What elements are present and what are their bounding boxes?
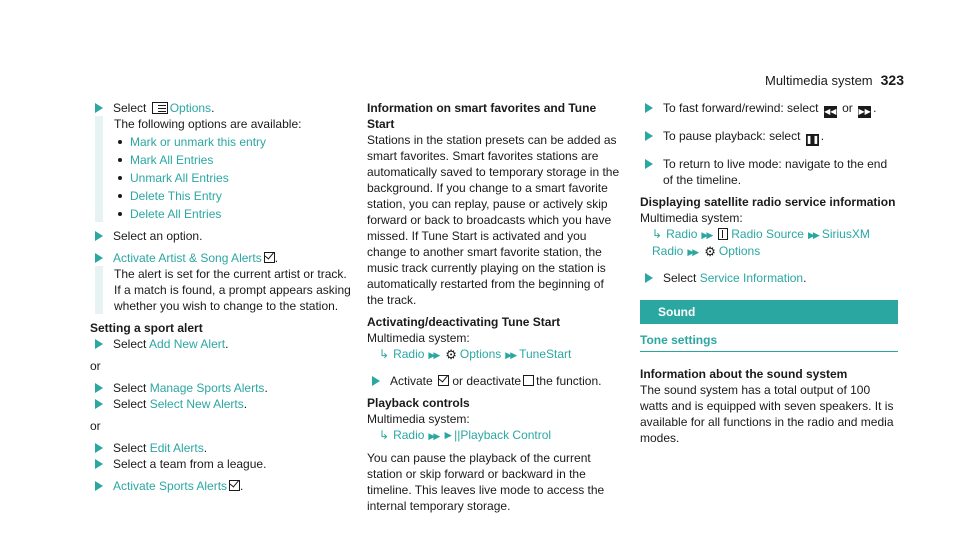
step-arrow-icon: [95, 339, 103, 349]
column-2: Information on smart favorites and Tune Start Stations in the station presets can be added as smart favorites. Smart favorites stations are automatically saved to temporary storage in the background. If you change to a smart favorite station, you can replay, pause or actively skip forward or back to broadcasts which you have missed. If Tune Start is activated and you change to another smart favorite station, the music track currently playing on the station is automatically restarted from the beginning of the track. Activating/deactivating Tune Start Multimedia system: ↳ Radio ▶▶ ⚙ Options ▶▶ TuneStart Activate or deactivate the function. Playback controls Multimedia system: ↳ Radio ▶▶ ►||Playback Control You can pause the playback of the current station or skip forward or backward in the timeline. This leaves live mode to access the internal temporary storage.: [367, 100, 622, 514]
add-new-alert-link[interactable]: Add New Alert: [149, 337, 226, 351]
page-number: 323: [880, 72, 904, 88]
playback-paragraph: You can pause the playback of the current station or skip forward or backward in the timeline. This leaves live mode to access the internal temporary storage.: [367, 451, 605, 513]
step-toggle-tunestart: Activate or deactivate the function.: [367, 373, 622, 389]
playback-heading: Playback controls: [367, 396, 470, 410]
pause-icon: ❚❚: [805, 135, 820, 144]
step-arrow-icon: [372, 376, 380, 386]
step-service-info: Select Service Information.: [640, 270, 898, 286]
list-item: Unmark All Entries: [114, 170, 352, 186]
step-arrow-icon: [95, 399, 103, 409]
select-new-alerts-link[interactable]: Select New Alerts: [149, 397, 244, 411]
step-arrow-icon: [645, 103, 653, 113]
step-arrow-icon: [95, 253, 103, 263]
step-arrow-icon: [645, 159, 653, 169]
options-icon: [152, 102, 168, 114]
step-arrow-icon: [95, 459, 103, 469]
section-bar-sound: Sound: [640, 300, 898, 324]
sport-alert-heading: Setting a sport alert: [90, 321, 203, 335]
gear-icon: ⚙: [445, 347, 457, 362]
step-edit-alerts: Select Edit Alerts.: [90, 440, 352, 456]
options-description: The following options are available: Mark or unmark this entry Mark All Entries Unmark All Entries Delete This Entry Delete All Entries: [95, 116, 352, 222]
step-live-mode: To return to live mode: navigate to the end of the timeline.: [640, 156, 898, 188]
smart-favorites-heading: Information on smart favorites and Tune Start: [367, 101, 597, 131]
checkbox-checked-icon: [229, 480, 240, 491]
tunestart-heading: Activating/deactivating Tune Start: [367, 315, 561, 329]
checkbox-empty-icon: [523, 375, 534, 386]
gear-icon: ⚙: [704, 244, 716, 259]
column-1: [90, 100, 352, 494]
step-select-option: Select an option.: [90, 228, 352, 244]
running-title: Multimedia system: [765, 73, 873, 88]
or-text: or: [90, 419, 101, 433]
step-arrow-icon: [95, 383, 103, 393]
fast-forward-icon: ▶▶: [858, 107, 871, 116]
step-pause: To pause playback: select ❚❚ .: [640, 128, 898, 146]
step-arrow-icon: [95, 443, 103, 453]
step-add-alert: Select Add New Alert.: [90, 336, 352, 352]
options-link[interactable]: Options: [169, 101, 212, 115]
activate-sports-alerts-link[interactable]: Activate Sports Alerts: [113, 479, 228, 493]
column-3: To fast forward/rewind: select ◀◀ or ▶▶ . To pause playback: select ❚❚ . To return to live mode: navigate to the end of the timeline. Displaying satellite radio service information Multimedia system: ↳ Radio ▶▶ Radio Source ▶▶ SiriusXM Radio ▶▶ ⚙ Options Select Service Information. Sound Tone settings Information about the sound system The sound system has a total output of 100 watts and is equipped with seven speakers. It is available for all functions in the radio and media modes.: [640, 100, 898, 446]
tone-settings-heading: Tone settings: [640, 332, 898, 352]
list-item: Delete This Entry: [114, 188, 352, 204]
artist-alert-description: The alert is set for the current artist or track. If a match is found, a prompt appears asking whether you wish to change to the station.: [95, 266, 352, 314]
step-select-team: Select a team from a league.: [90, 456, 352, 472]
list-item: Mark or unmark this entry: [114, 134, 352, 150]
nav-path-tunestart: ↳ Radio ▶▶ ⚙ Options ▶▶ TuneStart: [379, 347, 572, 362]
checkbox-checked-icon: [438, 375, 449, 386]
step-activate-sports-alerts: Activate Sports Alerts .: [90, 478, 352, 494]
nav-path-playback: ↳ Radio ▶▶ ►||Playback Control: [379, 428, 552, 442]
step-arrow-icon: [645, 131, 653, 141]
step-arrow-icon: [645, 273, 653, 283]
page-header: [765, 72, 904, 88]
manage-sports-alerts-link[interactable]: Manage Sports Alerts: [149, 381, 265, 395]
list-item: Delete All Entries: [114, 206, 352, 222]
edit-alerts-link[interactable]: Edit Alerts: [149, 441, 204, 455]
service-information-link[interactable]: Service Information: [699, 271, 804, 285]
step-arrow-icon: [95, 103, 103, 113]
radio-source-icon: [718, 228, 728, 240]
step-select-new-alerts: Select Select New Alerts.: [90, 396, 352, 412]
smart-favorites-paragraph: Stations in the station presets can be added as smart favorites. Smart favorites stations are automatically saved to temporary storage in the background. If you change to a smart favorite station, you can replay, pause or actively skip forward or back to broadcasts which you have missed. If Tune Start is activated and you change to another smart favorite station, the music track currently playing on the station is automatically restarted from the beginning of the track.: [367, 133, 620, 307]
sound-system-heading: Information about the sound system: [640, 367, 848, 381]
rewind-icon: ◀◀: [824, 107, 837, 116]
satellite-info-heading: Displaying satellite radio service information: [640, 195, 896, 209]
or-text: or: [90, 359, 101, 373]
nav-path-satellite: ↳ Radio ▶▶ Radio Source ▶▶ SiriusXM Radio ▶▶ ⚙ Options: [652, 227, 870, 259]
step-activate-artist-alert: Activate Artist & Song Alerts .: [90, 250, 352, 266]
step-arrow-icon: [95, 231, 103, 241]
checkbox-checked-icon: [264, 252, 275, 263]
sound-system-paragraph: The sound system has a total output of 100 watts and is equipped with seven speakers. It is available for all functions in the radio and media modes.: [640, 383, 894, 445]
step-manage-alerts: Select Manage Sports Alerts.: [90, 380, 352, 396]
step-select-options: Select Options.: [90, 100, 352, 116]
activate-artist-alerts-link[interactable]: Activate Artist & Song Alerts: [113, 251, 262, 265]
step-fast-forward: To fast forward/rewind: select ◀◀ or ▶▶ .: [640, 100, 898, 118]
list-item: Mark All Entries: [114, 152, 352, 168]
step-arrow-icon: [95, 481, 103, 491]
